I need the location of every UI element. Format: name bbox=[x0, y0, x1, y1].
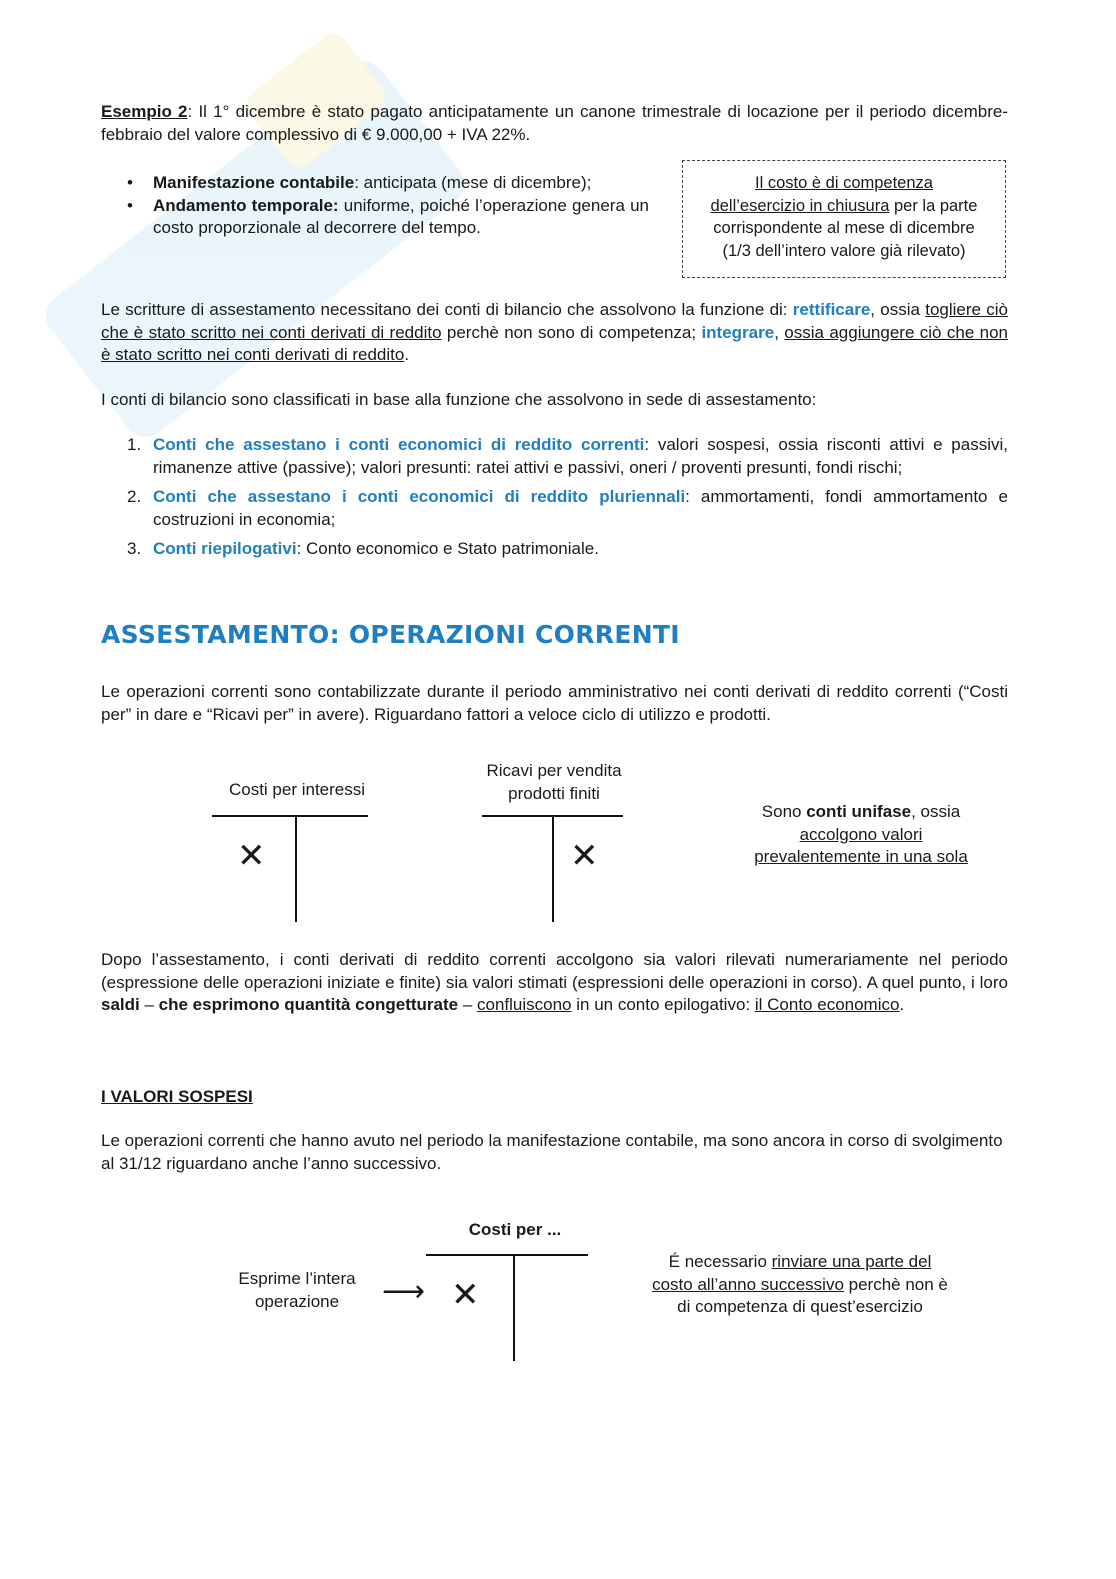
para-text: , bbox=[774, 322, 785, 342]
para-underlined: il Conto economico bbox=[754, 995, 900, 1014]
t-account-2-title-line-1: Ricavi per vendita bbox=[486, 761, 622, 780]
rinviare-note bbox=[612, 1251, 988, 1319]
classification-intro: I conti di bilancio sono classificati in base alla funzione che assolvono in sede di assestamento: bbox=[101, 390, 817, 409]
note-line-2-rest: per la parte bbox=[889, 196, 978, 215]
para-bold: saldi bbox=[101, 995, 140, 1014]
bullet-dot: • bbox=[127, 195, 133, 215]
para-underlined: ossia aggiungere ciò che non è stato scritto nei conti derivati di reddito bbox=[101, 322, 1008, 364]
list-number: 3. bbox=[127, 539, 142, 558]
cross-mark-icon: ✕ bbox=[451, 1276, 480, 1314]
list-label: Conti che assestano i conti economici di reddito pluriennali bbox=[153, 487, 686, 506]
left-label-line-2: operazione bbox=[254, 1291, 340, 1311]
list-text: : valori sospesi, ossia risconti attivi e passivi, rimanenze attive (passive); valori presunti: ratei attivi e passivi, oneri / proventi presunti, fondi rischi; bbox=[153, 435, 1008, 477]
unifase-note bbox=[720, 801, 1002, 869]
list-label: Conti riepilogativi bbox=[153, 539, 297, 558]
para-underlined: confluiscono bbox=[477, 995, 572, 1014]
right-text: É necessario bbox=[668, 1252, 772, 1271]
cross-mark-icon: ✕ bbox=[570, 837, 599, 875]
t-account-2-title-line-2: prodotti finiti bbox=[508, 783, 600, 803]
example-text-1: : Il 1° dicembre bbox=[187, 102, 312, 121]
right-line-3: di competenza di quest’esercizio bbox=[677, 1297, 923, 1316]
bullet-dot: • bbox=[127, 173, 133, 192]
bullet-text: : anticipata (mese di dicembre); bbox=[354, 173, 592, 192]
para-bold: che esprimono quantità congetturate bbox=[158, 995, 459, 1014]
list-number: 1. bbox=[127, 435, 142, 454]
t-account-1 bbox=[210, 812, 370, 924]
t-account-1-title: Costi per interessi bbox=[228, 780, 366, 799]
para-text: Dopo l’assestamento, i conti derivati di reddito correnti accolgono sia valori rilevati numerariamente nel periodo (espressione delle operazioni iniziate e finite) sia valori stimati (espressioni delle operazioni in corso). A quel punto, i loro bbox=[101, 950, 1008, 992]
valori-sospesi-paragraph: Le operazioni correnti che hanno avuto nel periodo la manifestazione contabile, ma sono ancora in corso di svolgimento al 31/12 riguardano anche l’anno successivo. bbox=[101, 1131, 1003, 1173]
bullet-item bbox=[127, 172, 649, 195]
example-text-2: è stato pagato bbox=[311, 102, 423, 121]
example-paragraph bbox=[101, 101, 1008, 146]
right-underlined: rinviare una parte del bbox=[771, 1252, 932, 1271]
keyword-integrare: integrare bbox=[701, 322, 775, 342]
unifase-bold: conti unifase bbox=[806, 802, 912, 821]
list-item bbox=[127, 538, 1008, 561]
para-text: Le scritture di assestamento necessitano dei conti di bilancio che assolvono la funzione di: bbox=[101, 300, 793, 319]
keyword-rettificare: rettificare bbox=[792, 300, 871, 319]
t-account-2 bbox=[480, 812, 626, 924]
para-text: – bbox=[139, 995, 159, 1014]
cross-mark-icon: ✕ bbox=[237, 837, 266, 875]
example-text-3: anticipatamente un canone trimestrale di locazione per il periodo dicembre- febbraio del valore complessivo di € 9.000,00 + IVA 22%. bbox=[101, 102, 1008, 144]
bullet-label: Manifestazione contabile bbox=[153, 173, 355, 192]
list-text: : ammortamenti, fondi ammortamento e costruzioni in economia; bbox=[153, 487, 1008, 529]
example-label: Esempio 2 bbox=[101, 102, 188, 121]
para-text: . bbox=[404, 345, 410, 364]
unifase-text: Sono bbox=[761, 802, 807, 821]
t-account-2-title bbox=[468, 760, 640, 805]
bullet-text: uniforme, poiché l’operazione genera un costo proporzionale al decorrere del tempo. bbox=[153, 195, 649, 237]
note-line-4: (1/3 dell’intero valore già rilevato) bbox=[722, 241, 966, 260]
para-text: , ossia bbox=[870, 300, 926, 319]
section-title: ASSESTAMENTO: OPERAZIONI CORRENTI bbox=[101, 620, 680, 649]
intera-operazione-label bbox=[222, 1268, 372, 1313]
t-account-3 bbox=[424, 1251, 590, 1363]
ordered-list bbox=[127, 434, 1008, 568]
t-account-3-title: Costi per ... bbox=[468, 1220, 562, 1239]
para-underlined: togliere ciò che è stato scritto nei conti derivati di reddito bbox=[101, 300, 1008, 342]
valori-sospesi-heading: I VALORI SOSPESI bbox=[101, 1087, 253, 1106]
assestamento-paragraph bbox=[101, 299, 1008, 367]
list-number: 2. bbox=[127, 487, 142, 506]
note-line-2: dell’esercizio in chiusura bbox=[710, 196, 890, 215]
dopo-paragraph bbox=[101, 949, 1008, 1017]
para-text: – bbox=[458, 995, 477, 1014]
bullet-label: Andamento temporale: bbox=[153, 195, 339, 215]
list-item bbox=[127, 434, 1008, 479]
arrow-right-icon: ⟶ bbox=[382, 1275, 426, 1308]
list-item bbox=[127, 486, 1008, 531]
note-line-3: corrispondente al mese di dicembre bbox=[713, 219, 975, 237]
note-line-1: Il costo è di competenza bbox=[755, 174, 933, 192]
competenza-note-box bbox=[682, 160, 1006, 278]
para-text: in un conto epilogativo: bbox=[571, 995, 755, 1014]
bullet-list bbox=[127, 172, 649, 240]
list-text: : Conto economico e Stato patrimoniale. bbox=[296, 539, 599, 558]
bullet-item bbox=[127, 195, 649, 240]
list-label: Conti che assestano i conti economici di reddito correnti bbox=[153, 435, 645, 454]
correnti-paragraph: Le operazioni correnti sono contabilizzate durante il periodo amministrativo nei conti derivati di reddito correnti (“Costi per” in dare e “Ricavi per” in avere). Riguardano fattori a veloce ciclo di utilizzo e prodotti. bbox=[101, 682, 1008, 724]
unifase-line-2: accolgono valori bbox=[799, 824, 923, 844]
unifase-line-3: prevalentemente in una sola bbox=[754, 847, 968, 866]
right-underlined: costo all’anno successivo bbox=[652, 1274, 844, 1294]
para-text: perchè non sono di competenza; bbox=[441, 322, 702, 342]
right-text: perchè non è bbox=[843, 1274, 948, 1294]
para-text: . bbox=[899, 995, 905, 1014]
left-label-line-1: Esprime l’intera bbox=[238, 1269, 356, 1288]
unifase-text: , ossia bbox=[911, 802, 961, 821]
